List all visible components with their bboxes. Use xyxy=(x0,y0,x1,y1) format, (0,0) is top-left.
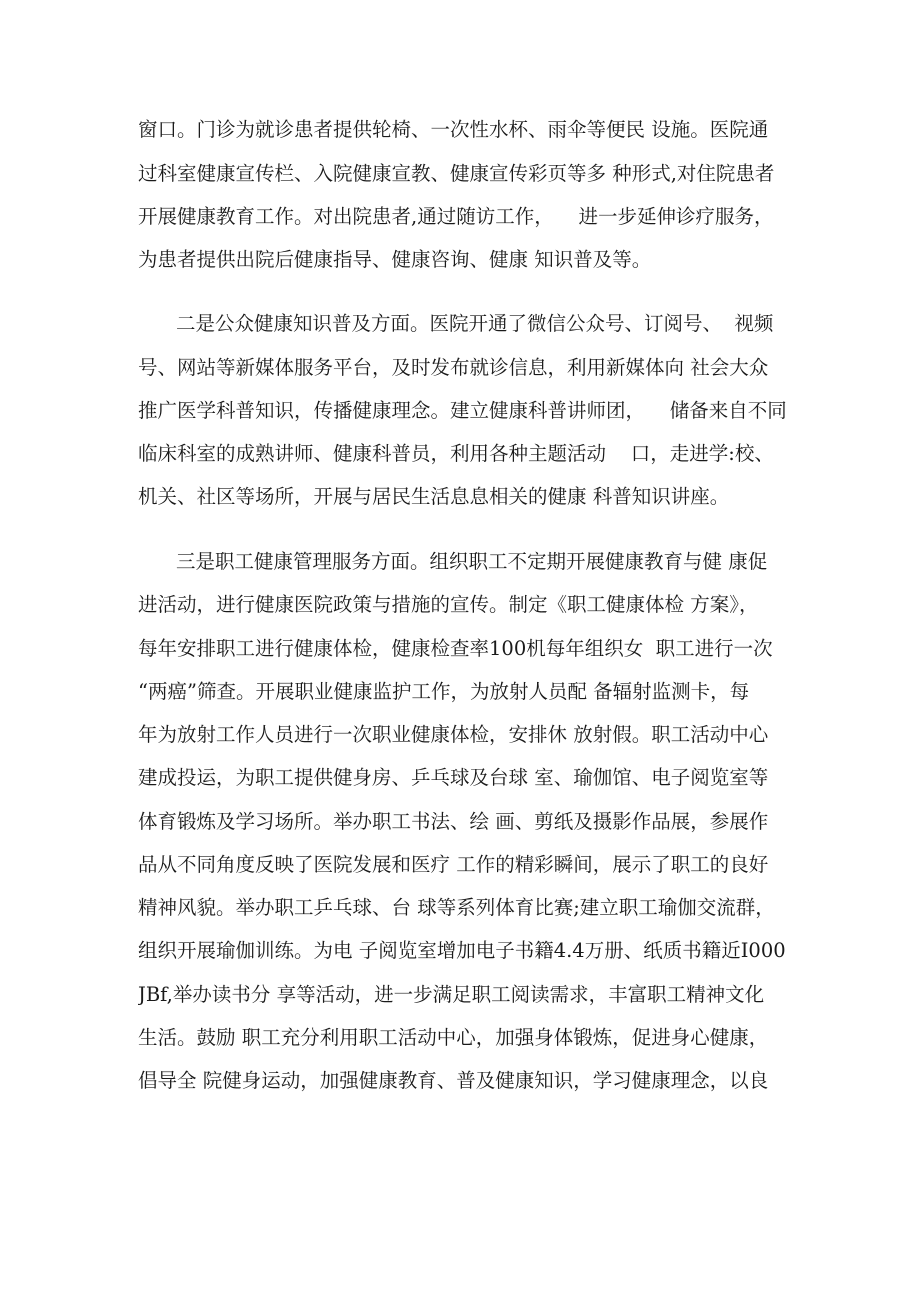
paragraph-3-line-6: 建成投运，为职工提供健身房、乒乓球及台球 室、瑜伽馆、电子阅览室等 xyxy=(138,766,769,789)
paragraph-2-line-5: 机关、社区等场所，开展与居民生活息息相关的健康 科普知识讲座。 xyxy=(138,485,730,508)
paragraph-3-line-5: 年为放射工作人员进行一次职业健康体检，安排休 放射假。职工活动中心 xyxy=(138,723,769,746)
paragraph-2-line-4: 临床科室的成熟讲师、健康科普员，利用各种主题活动 口，走进学:校、 xyxy=(138,442,774,465)
paragraph-3-line-3: 每年安排职工进行健康体检，健康检查率100机每年组织女 职工进行一次 xyxy=(138,637,773,660)
paragraph-3-line-7: 体育锻炼及学习场所。举办职工书法、绘 画、剪纸及摄影作品展，参展作 xyxy=(138,810,769,833)
paragraph-3-line-12: 生活。鼓励 职工充分利用职工活动中心，加强身体锻炼，促进身心健康， xyxy=(138,1026,769,1049)
paragraph-3-line-8: 品从不同角度反映了医院发展和医疗 工作的精彩瞬间，展示了职工的良好 xyxy=(138,853,769,876)
paragraph-3-line-4: “两癌”筛查。开展职业健康监护工作，为放射人员配 备辐射监测卡，每 xyxy=(138,680,750,703)
paragraph-3-line-13: 倡导全 院健身运动，加强健康教育、普及健康知识，学习健康理念，以良 xyxy=(138,1069,769,1092)
paragraph-1-line-4: 为患者提供出院后健康指导、健康咨询、健康 知识普及等。 xyxy=(138,248,652,271)
paragraph-2-line-2: 号、网站等新媒体服务平台，及时发布就诊信息，利用新媒体向 社会大众 xyxy=(138,356,769,379)
paragraph-3-line-10: 组织开展瑜伽训练。为电 子阅览室增加电子书籍4.4万册、纸质书籍近I000 xyxy=(138,939,786,962)
paragraph-1-line-3: 开展健康教育工作。对出院患者,通过随访工作， 进一步延伸诊疗服务， xyxy=(138,205,774,228)
paragraph-1-line-2: 过科室健康宣传栏、入院健康宣教、健康宣传彩页等多 种形式,对住院患者 xyxy=(138,162,775,185)
paragraph-3-line-2: 进活动，进行健康医院政策与措施的宣传。制定《职工健康体检 方案》， xyxy=(138,593,759,616)
paragraph-3-line-1: 三是职工健康管理服务方面。组织职工不定期开展健康教育与健 康促 xyxy=(176,550,768,573)
paragraph-1-line-1: 窗口。门诊为就诊患者提供轮椅、一次性水杯、雨伞等便民 设施。医院通 xyxy=(138,118,769,141)
paragraph-3-line-11: JBf,举办读书分 享等活动，进一步满足职工阅读需求，丰富职工精神文化 xyxy=(138,983,765,1006)
paragraph-2-line-3: 推广医学科普知识，传播健康理念。建立健康科普讲师团， 储备来自不同 xyxy=(138,399,787,422)
paragraph-2-line-1: 二是公众健康知识普及方面。医院开通了微信公众号、订阅号、 视频 xyxy=(176,312,774,335)
paragraph-3-line-9: 精神风貌。举办职工乒乓球、台 球等系列体育比赛;建立职工瑜伽交流群， xyxy=(138,896,775,919)
